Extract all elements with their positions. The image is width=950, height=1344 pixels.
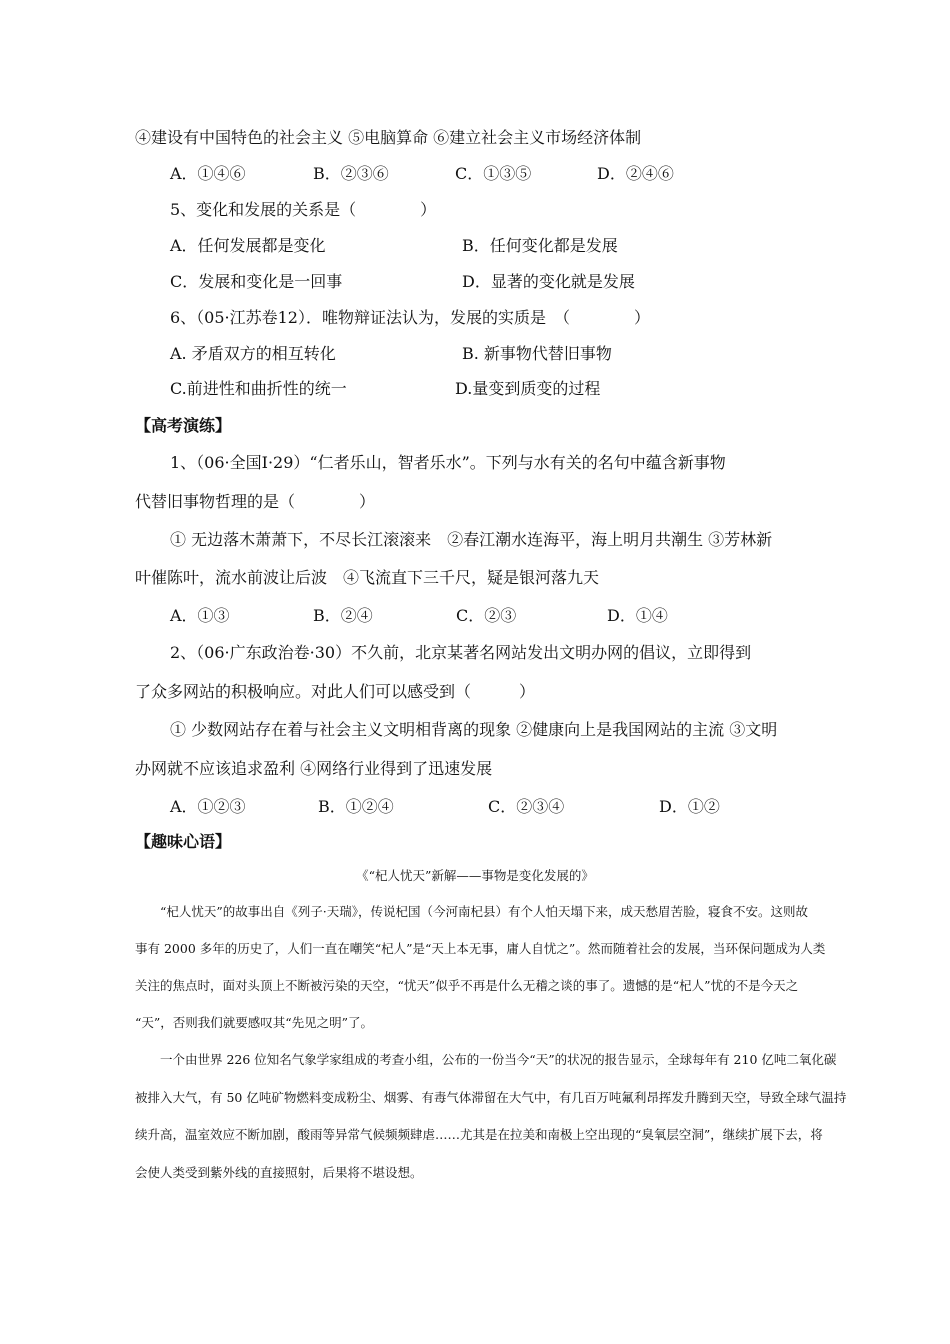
g1-line-1: 1、（06·全国Ⅰ·29）“仁者乐山，智者乐水”。下列与水有关的名句中蕴含新事物 (170, 453, 726, 472)
g2-line-1: 2、（06·广东政治卷·30）不久前，北京某著名网站发出文明办网的倡议，立即得到 (170, 643, 752, 662)
g1-option-a: A．①③ (170, 606, 230, 625)
section-heading-quwei: 【趣味心语】 (135, 832, 232, 851)
q5-option-a: A．任何发展都是变化 (170, 236, 326, 255)
g1-option-d: D．①④ (607, 606, 668, 625)
article-p1-line-4: “天”，否则我们就要感叹其“先见之明”了。 (135, 1015, 374, 1030)
article-p1-line-1: “杞人忧天”的故事出自《列子·天瑞》，传说杞国（今河南杞县）有个人怕天塌下来，成天愁眉苦脸，寝食不安。这则故 (160, 904, 809, 919)
q4-option-b: B．②③⑥ (313, 164, 389, 183)
q5-option-d: D．显著的变化就是发展 (462, 272, 635, 291)
g1-line-3: ① 无边落木萧萧下，不尽长江滚滚来 ②春江潮水连海平，海上明月共潮生 ③芳林新 (170, 530, 773, 549)
article-p2-line-2: 被排入大气，有 50 亿吨矿物燃料变成粉尘、烟雾、有毒气体滞留在大气中，有几百万吨氟利昂挥发升腾到天空，导致全球气温持 (135, 1090, 847, 1105)
q6-option-a: A. 矛盾双方的相互转化 (170, 344, 336, 363)
g2-option-c: C．②③④ (488, 797, 565, 816)
g1-option-c: C．②③ (456, 606, 517, 625)
article-title: 《“杞人忧天”新解——事物是变化发展的》 (356, 868, 594, 883)
article-p2-line-3: 续升高，温室效应不断加剧，酸雨等异常气候频频肆虐……尤其是在拉美和南极上空出现的“臭氧层空洞”，继续扩展下去，将 (135, 1127, 823, 1142)
g1-option-b: B．②④ (313, 606, 373, 625)
article-p2-line-1: 一个由世界 226 位知名气象学家组成的考查小组，公布的一份当今“天”的状况的报告显示，全球每年有 210 亿吨二氧化碳 (160, 1052, 837, 1067)
g2-line-4: 办网就不应该追求盈利 ④网络行业得到了迅速发展 (135, 759, 493, 778)
g2-option-b: B．①②④ (318, 797, 394, 816)
q4-option-d: D．②④⑥ (597, 164, 674, 183)
g1-line-2: 代替旧事物哲理的是（ ） (135, 492, 376, 511)
q5-option-b: B．任何变化都是发展 (462, 236, 618, 255)
g2-line-3: ① 少数网站存在着与社会主义文明相背离的现象 ②健康向上是我国网站的主流 ③文明 (170, 720, 778, 739)
g1-line-4: 叶催陈叶，流水前波让后波 ④飞流直下三千尺，疑是银河落九天 (135, 568, 600, 587)
q5-option-c: C．发展和变化是一回事 (170, 272, 343, 291)
q4-option-a: A．①④⑥ (170, 164, 246, 183)
q4-option-c: C．①③⑤ (455, 164, 532, 183)
g2-option-a: A．①②③ (170, 797, 246, 816)
article-p1-line-3: 关注的焦点时，面对头顶上不断被污染的天空，“忧天”似乎不再是什么无稽之谈的事了。遗憾的是“杞人”忧的不是今天之 (135, 978, 799, 993)
q6-option-c: C.前进性和曲折性的统一 (170, 379, 347, 398)
q6-option-b: B. 新事物代替旧事物 (462, 344, 612, 363)
article-p1-line-2: 事有 2000 多年的历史了，人们一直在嘲笑“杞人”是“天上本无事，庸人自忧之”。然而随着社会的发展，当环保问题成为人类 (135, 941, 826, 956)
g2-option-d: D．①② (659, 797, 720, 816)
q6-stem: 6、（05·江苏卷12）．唯物辩证法认为，发展的实质是 （ ） (170, 308, 650, 327)
article-p2-line-4: 会使人类受到紫外线的直接照射，后果将不堪设想。 (135, 1165, 423, 1180)
q5-stem: 5、变化和发展的关系是（ ） (170, 200, 437, 219)
g2-line-2: 了众多网站的积极响应。对此人们可以感受到（ ） (135, 682, 536, 701)
q4-stem-continued: ④建设有中国特色的社会主义 ⑤电脑算命 ⑥建立社会主义市场经济体制 (135, 128, 642, 147)
q6-option-d: D.量变到质变的过程 (455, 379, 601, 398)
section-heading-gaokao: 【高考演练】 (135, 416, 232, 435)
